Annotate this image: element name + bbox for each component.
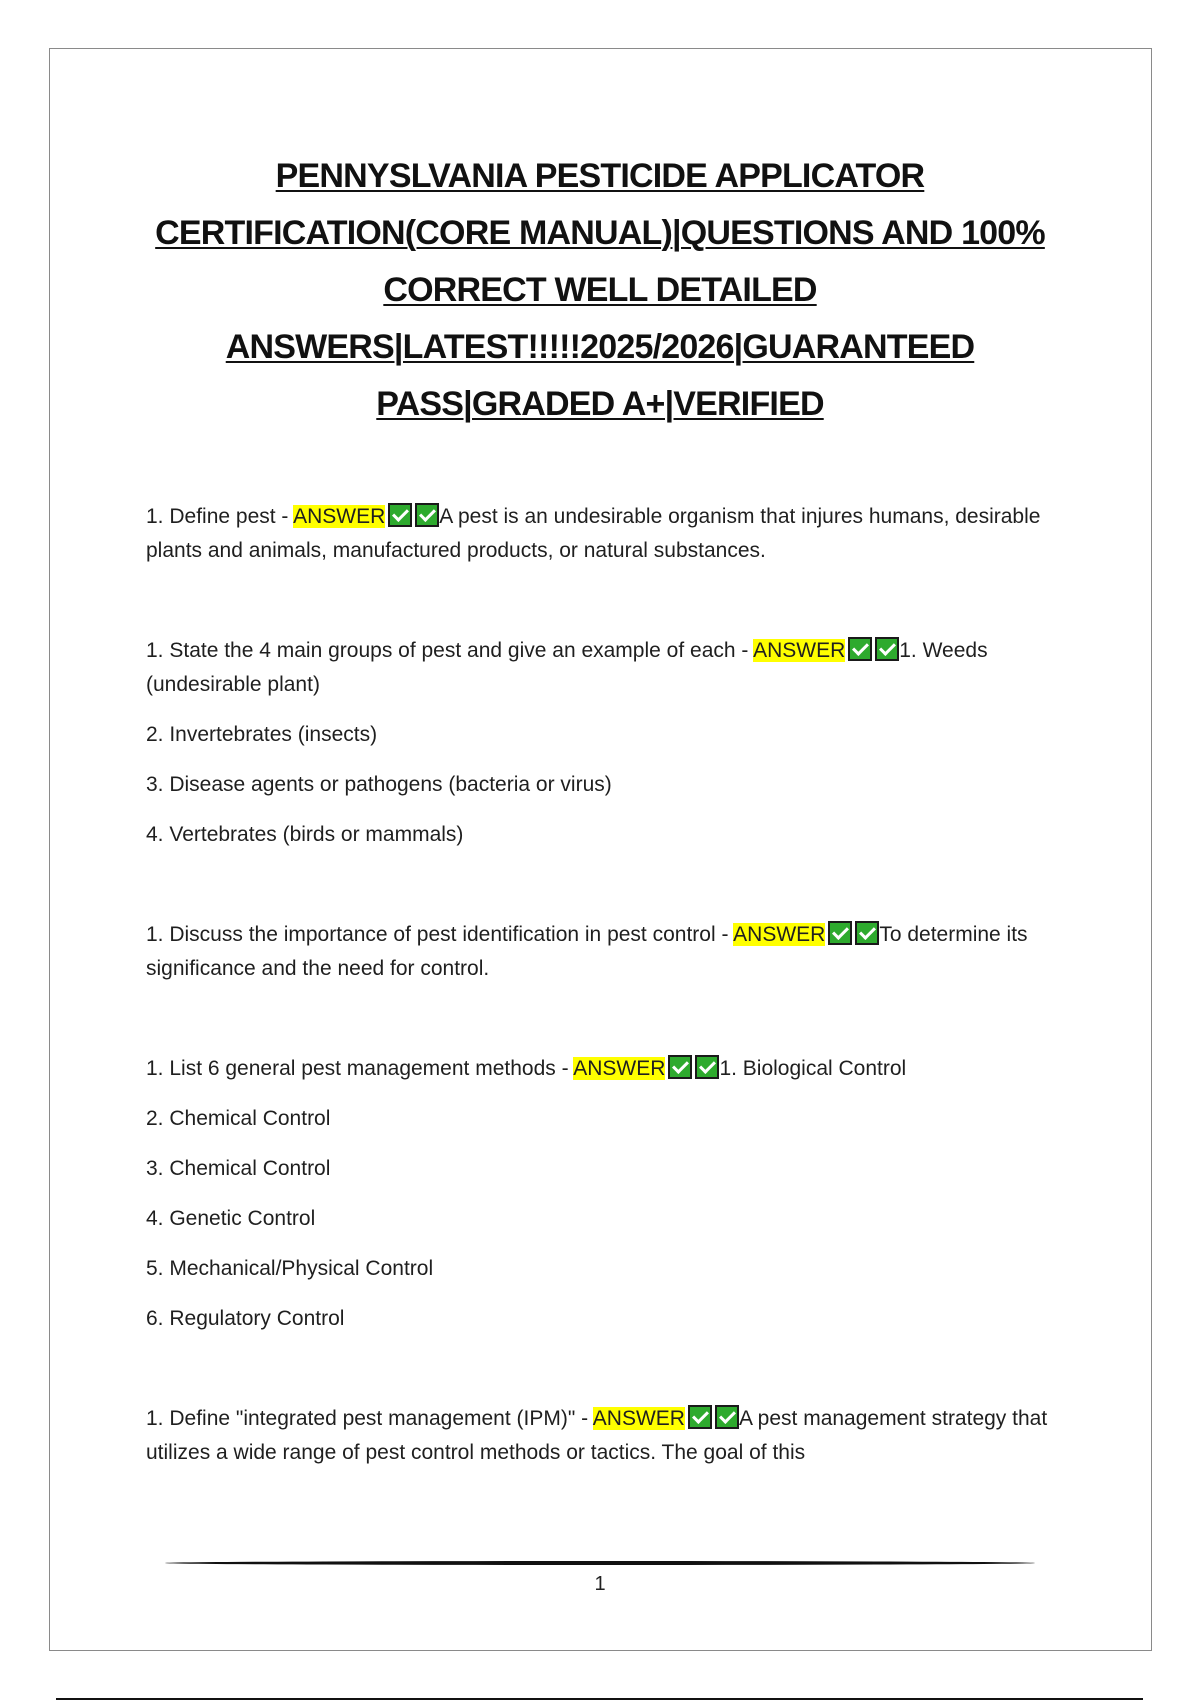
question-text: 1. Discuss the importance of pest identification in pest control - (146, 923, 734, 946)
question-text: 1. Define pest - (146, 505, 294, 528)
answer-text: A pest management strategy that utilizes a wide range of pest control methods or tactics. The goal of this (146, 1407, 1048, 1464)
check-box-icon (415, 503, 439, 527)
answer-tag: ANSWER (733, 923, 826, 946)
answer-list-item: 2. Chemical Control (146, 1107, 331, 1130)
qa-first-line (146, 1052, 1066, 1086)
question-text: 1. State the 4 main groups of pest and give an example of each - (146, 639, 754, 662)
qa-item (146, 1052, 1066, 1336)
answer-tag: ANSWER (592, 1407, 685, 1430)
answer-tag: ANSWER (573, 1057, 666, 1080)
qa-content (146, 500, 1066, 1536)
answer-list-item: 2. Invertebrates (insects) (146, 723, 378, 746)
answer-list-item: 4. Genetic Control (146, 1207, 316, 1230)
check-box-icon (715, 1405, 739, 1429)
check-box-icon (688, 1405, 712, 1429)
qa-first-line (146, 500, 1066, 568)
check-box-icon (668, 1055, 692, 1079)
question-text: 1. Define "integrated pest management (IPM)" - (146, 1407, 593, 1430)
qa-item (146, 1402, 1066, 1470)
check-box-icon (848, 637, 872, 661)
answer-list-item: 3. Chemical Control (146, 1157, 331, 1180)
answer-list-item: 6. Regulatory Control (146, 1307, 345, 1330)
answer-list-item: 5. Mechanical/Physical Control (146, 1257, 434, 1280)
answer-text: 1. Biological Control (719, 1057, 907, 1080)
answer-text: To determine its significance and the need for control. (146, 923, 1028, 980)
check-box-icon (875, 637, 899, 661)
check-box-icon (828, 921, 852, 945)
document-title: PENNYSLVANIA PESTICIDE APPLICATOR CERTIFICATION(CORE MANUAL)|QUESTIONS AND 100% CORRECT WELL DETAILED ANSWERS|LATEST!!!!!2025/2026|GUARANTEED PASS|GRADED A+|VERIFIED (155, 157, 1045, 423)
qa-item (146, 918, 1066, 986)
question-text: 1. List 6 general pest management methods - (146, 1057, 574, 1080)
answer-tag: ANSWER (293, 505, 386, 528)
qa-item (146, 500, 1066, 568)
check-box-icon (388, 503, 412, 527)
answer-text: A pest is an undesirable organism that injures humans, desirable plants and animals, manufactured products, or natural substances. (146, 505, 1041, 562)
answer-list-item: 4. Vertebrates (birds or mammals) (146, 823, 464, 846)
answer-tag: ANSWER (753, 639, 846, 662)
qa-item (146, 634, 1066, 852)
check-box-icon (695, 1055, 719, 1079)
check-box-icon (855, 921, 879, 945)
answer-list-item: 3. Disease agents or pathogens (bacteria or virus) (146, 773, 612, 796)
qa-first-line (146, 1402, 1066, 1470)
footer-divider (165, 1561, 1035, 1565)
page-number: 1 (594, 1573, 606, 1595)
answer-text: 1. Weeds (undesirable plant) (146, 639, 988, 696)
qa-first-line (146, 634, 1066, 702)
qa-first-line (146, 918, 1066, 986)
